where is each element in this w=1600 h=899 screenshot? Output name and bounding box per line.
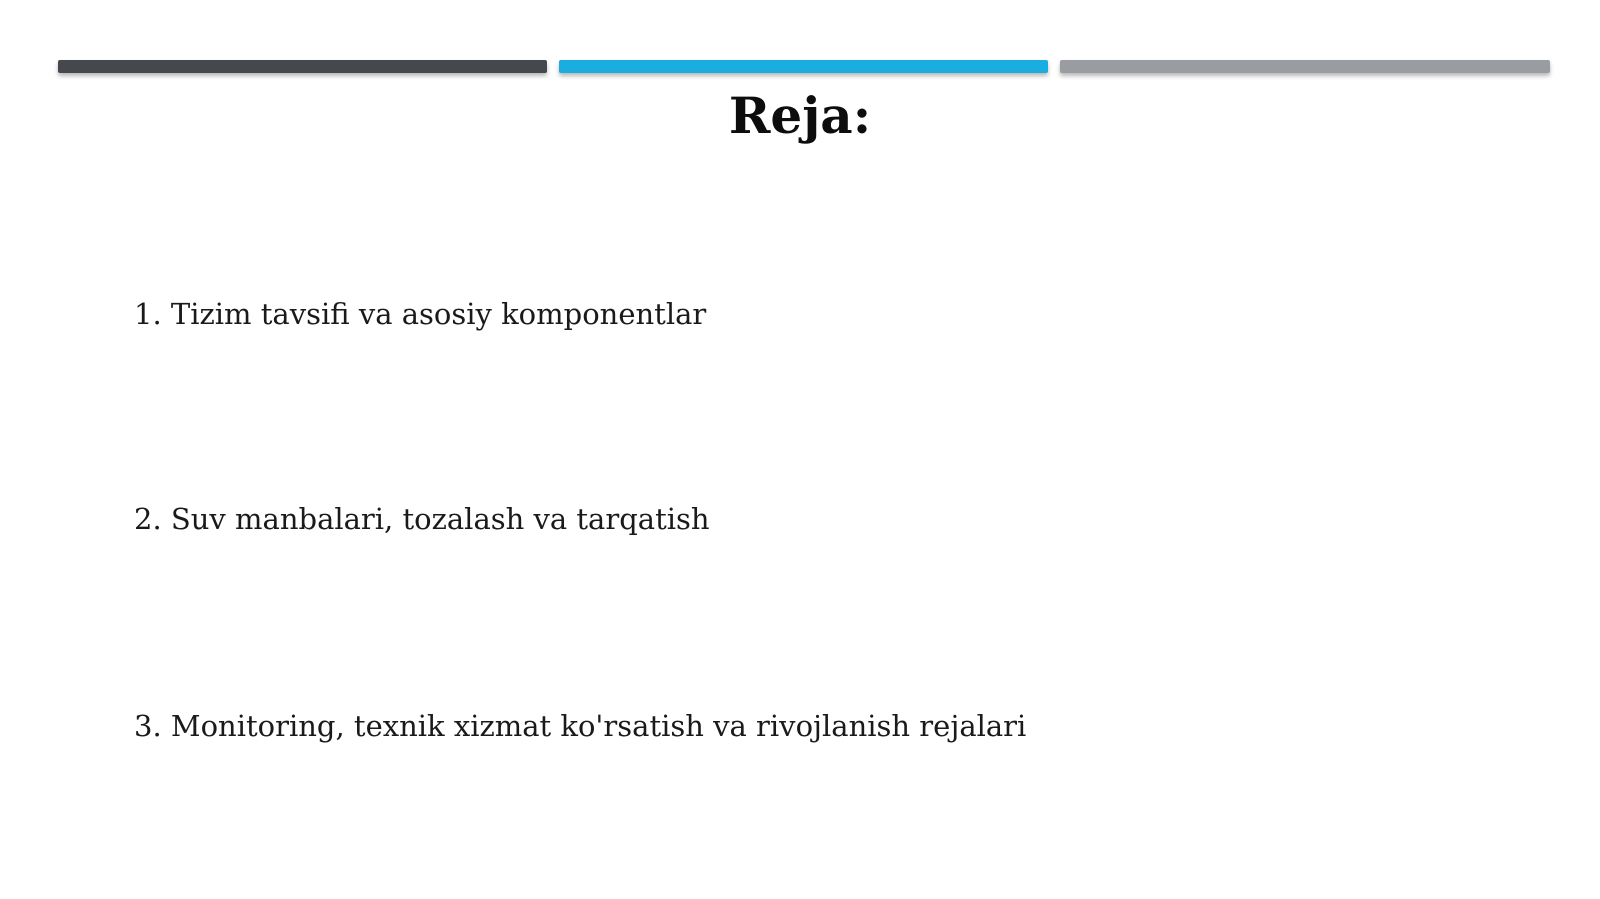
accent-bar-dark: [58, 60, 547, 73]
accent-bar-blue: [559, 60, 1048, 73]
accent-bar-gray: [1060, 60, 1550, 73]
plan-item-2: 2. Suv manbalari, tozalash va tarqatish: [134, 502, 710, 536]
slide-title: Reja:: [728, 86, 872, 145]
plan-item-3: 3. Monitoring, texnik xizmat ko'rsatish va rivojlanish rejalari: [134, 709, 1027, 743]
plan-item-1: 1. Tizim tavsifi va asosiy komponentlar: [134, 297, 707, 331]
